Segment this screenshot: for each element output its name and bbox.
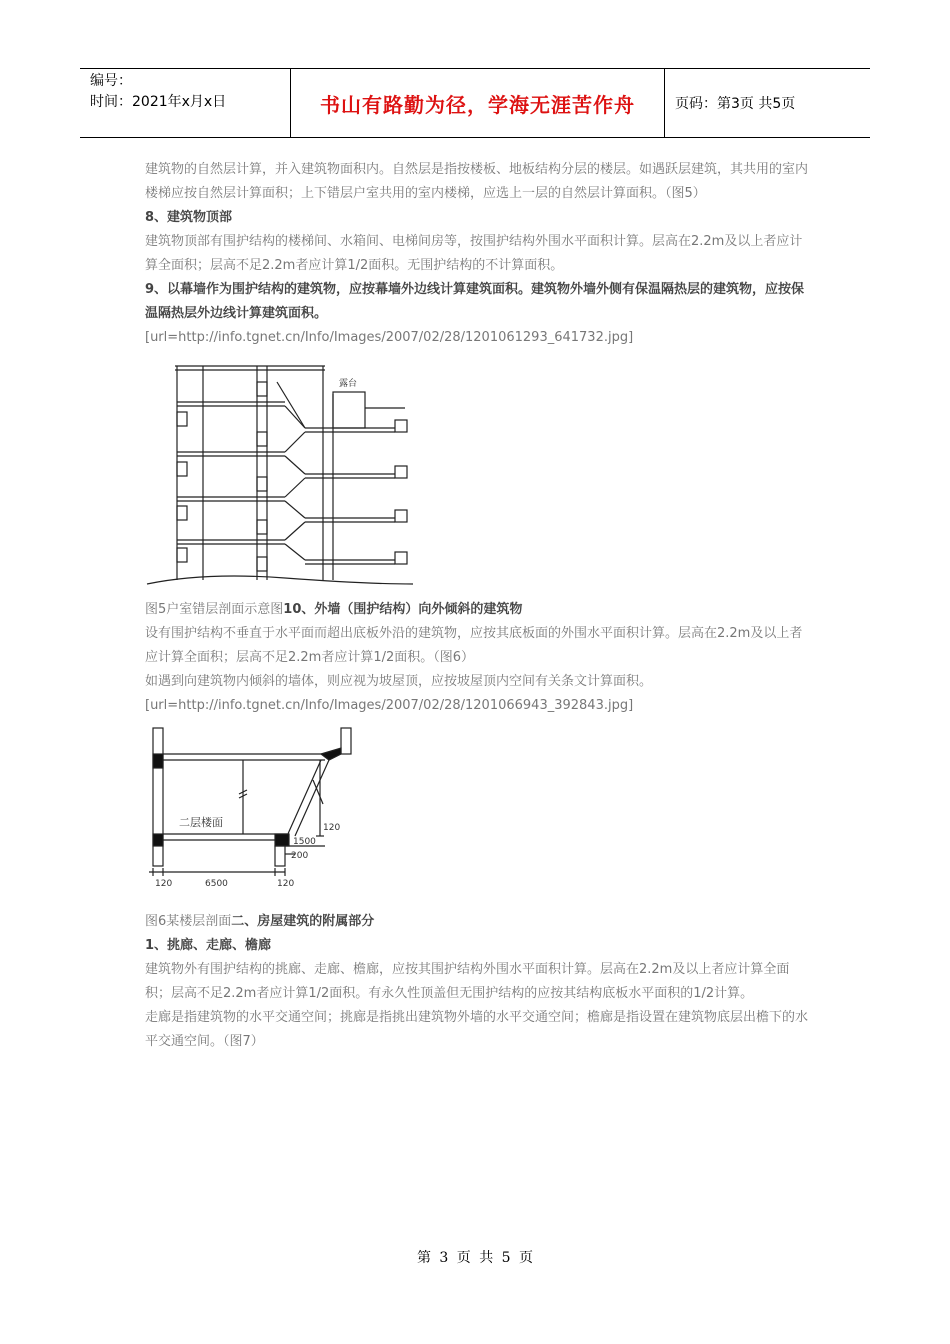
time-label: 时间：2021年x月x日 (90, 94, 227, 110)
page-footer (0, 1247, 950, 1267)
header-motto: 书山有路勤为径，学海无涯苦作舟 (291, 69, 665, 137)
code-label: 编号： (90, 73, 132, 89)
footer-word-di: 第 (416, 1250, 431, 1266)
figure-6-floor-section (145, 724, 360, 894)
footer-word-gong: 共 (479, 1250, 494, 1266)
footer-page-number: 3 (439, 1250, 449, 1266)
figure-5-section-diagram (145, 352, 415, 592)
paragraph-inclined-wall: 设有围护结构不垂直于水平面而超出底板外沿的建筑物，应按其底板面的外围水平面积计算。层高在2.2m及以上者应计算全面积；层高不足2.2m者应计算1/2面积。（图6） (145, 626, 803, 665)
floor-label: 二层楼面 (179, 816, 223, 829)
dim-200: 200 (291, 851, 309, 861)
paragraph-corridor-definitions: 走廊是指建筑物的水平交通空间；挑廊是指挑出建筑物外墙的水平交通空间；檐廊是指设置在建筑物底层出檐下的水平交通空间。（图7） (145, 1010, 809, 1049)
footer-total-pages: 5 (501, 1250, 511, 1266)
footer-word-ye-2: 页 (519, 1250, 534, 1266)
paragraph-natural-floor: 建筑物的自然层计算，并入建筑物面积内。自然层是指按楼板、地板结构分层的楼层。如遇跃层建筑，其共用的室内楼梯应按自然层计算面积；上下错层户室共用的室内楼梯，应选上一层的自然层计算面积。（图5） (145, 162, 809, 201)
heading-inclined-wall: 10、外墙（围护结构）向外倾斜的建筑物 (283, 602, 523, 617)
paragraph-roof: 建筑物顶部有围护结构的楼梯间、水箱间、电梯间房等，按围护结构外围水平面积计算。层高在2.2m及以上者应计算全面积；层高不足2.2m者应计算1/2面积。无围护结构的不计算面积。 (145, 234, 803, 273)
figure-5-caption-line (145, 598, 810, 622)
figure-6-caption-line (145, 910, 810, 934)
terrace-label: 露台 (339, 379, 358, 389)
header-meta (80, 69, 291, 137)
paragraph-inward-wall: 如遇到向建筑物内倾斜的墙体，则应视为坡屋顶，应按坡屋顶内空间有关条文计算面积。 (145, 674, 653, 689)
image-url-1: [url=http://info.tgnet.cn/Info/Images/2007/02/28/1201061293_641732.jpg] (145, 330, 634, 345)
figure-5-caption: 图5户室错层剖面示意图 (145, 602, 284, 617)
heading-corridors: 1、挑廊、走廊、檐廊 (145, 938, 272, 953)
page-header (80, 68, 870, 138)
dim-6500: 6500 (205, 879, 228, 889)
document-body (145, 158, 810, 1054)
paragraph-corridors: 建筑物外有围护结构的挑廊、走廊、檐廊，应按其围护结构外围水平面积计算。层高在2.2m及以上者应计算全面积；层高不足2.2m者应计算1/2面积。有永久性顶盖但无围护结构的应按其结构底板水平面积的1/2计算。 (145, 962, 790, 1001)
heading-roof: 8、建筑物顶部 (145, 210, 233, 225)
header-page-label: 页码：第3页 共5页 (675, 96, 796, 112)
image-url-2: [url=http://info.tgnet.cn/Info/Images/2007/02/28/1201066943_392843.jpg] (145, 698, 634, 713)
dim-120-right: 120 (323, 823, 341, 833)
dim-120-left: 120 (155, 879, 173, 889)
figure-6-caption: 图6某楼层剖面 (145, 914, 232, 929)
dim-1500: 1500 (293, 837, 316, 847)
heading-curtain-wall: 9、以幕墙作为围护结构的建筑物，应按幕墙外边线计算建筑面积。建筑物外墙外侧有保温隔热层的建筑物，应按保温隔热层外边线计算建筑面积。 (145, 282, 805, 321)
heading-section-2: 二、房屋建筑的附属部分 (231, 914, 375, 929)
footer-word-ye: 页 (456, 1250, 471, 1266)
dim-120-bottom: 120 (277, 879, 295, 889)
